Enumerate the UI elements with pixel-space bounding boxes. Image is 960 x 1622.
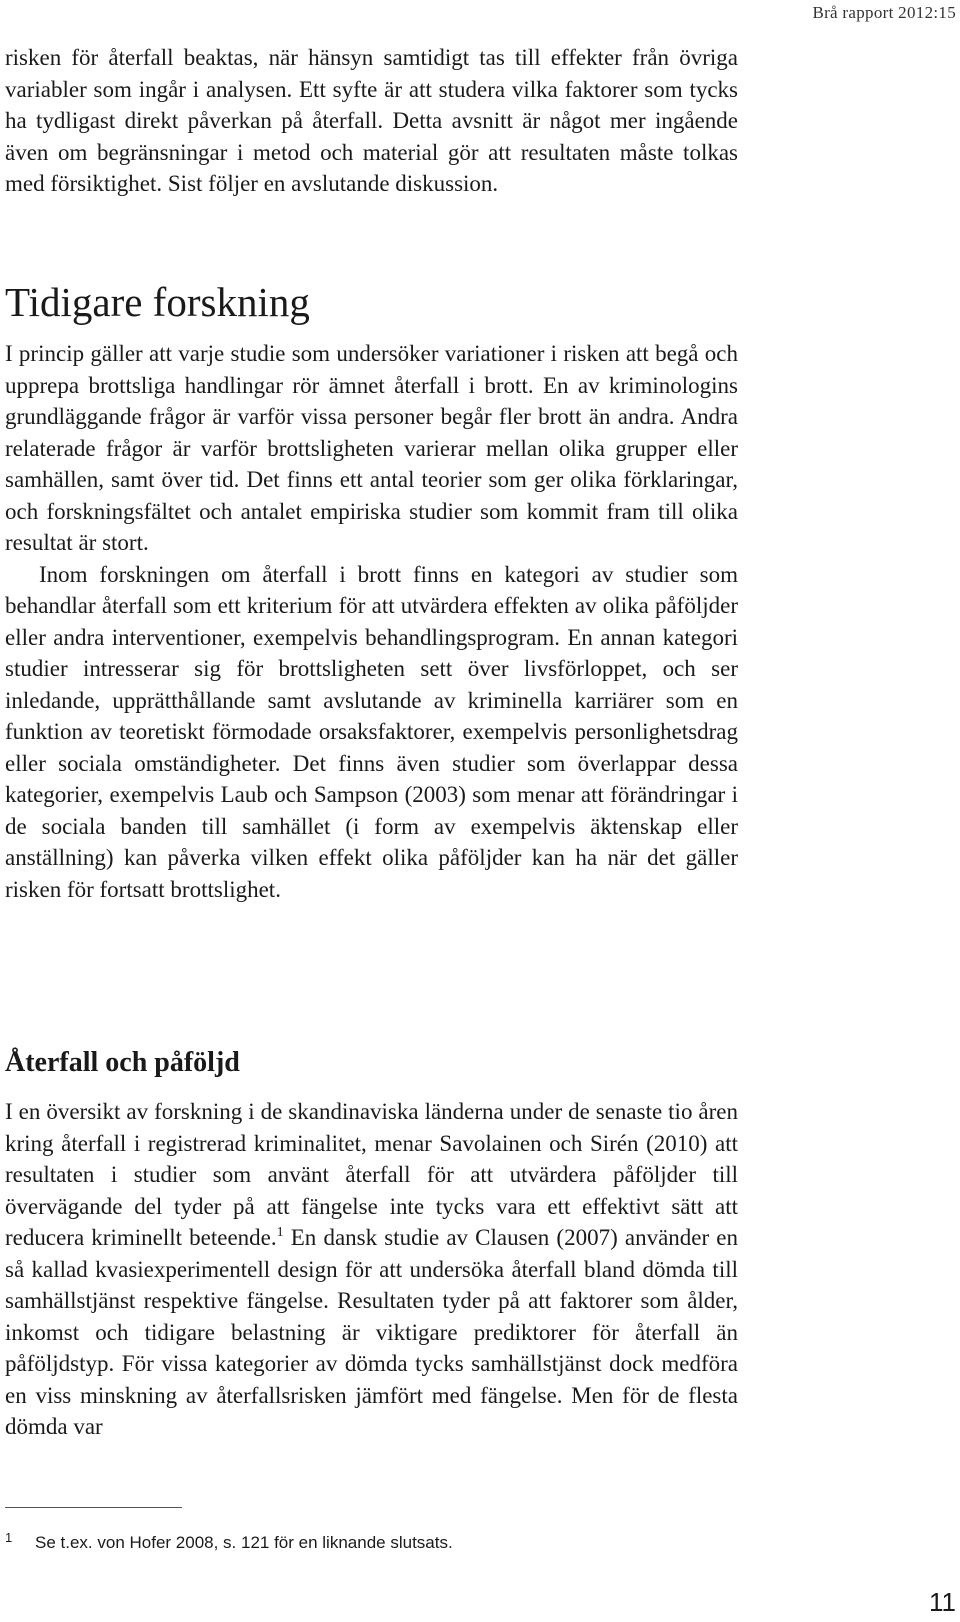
page-number: 11 bbox=[929, 1587, 956, 1617]
body-paragraph bbox=[5, 1096, 738, 1443]
body-text: I en översikt av forskning i de skandinaviska länderna under de senaste tio åren kring återfall i registrerad kriminalitet, menar Savolainen och Sirén (2010) att resultaten i studier som använt återfall för att utvärdera påföljder till övervägande del tyder på att fängelse inte tycks vara ett effektivt sätt att reducera kriminellt beteende. bbox=[5, 1099, 738, 1250]
intro-paragraph: risken för återfall beaktas, när hänsyn samtidigt tas till effekter från övriga variabler som ingår i analysen. Ett syfte är att studera vilka faktorer som tycks ha tydligast direkt påverkan på återfall. Detta avsnitt är något mer ingående även om begränsningar i metod och material gör att resultaten måste tolkas med försiktighet. Sist följer en avslutande diskussion. bbox=[5, 45, 738, 196]
running-head: Brå rapport 2012:15 bbox=[812, 3, 956, 22]
footnote-rule bbox=[5, 1507, 182, 1508]
footnote bbox=[5, 1527, 453, 1554]
body-text: En dansk studie av Clausen (2007) använder en så kallad kvasiexperimentell design för att undersöka återfall bland dömda till samhällstjänst respektive fängelse. Resultaten tyder på att faktorer som ålder, inkomst och tidigare belastning är viktigare prediktorer för återfall än påföljdstyp. För vissa kategorier av dömda tycks samhällstjänst dock medföra en viss minskning av återfallsrisken jämfört med fängelse. Men för de flesta dömda var bbox=[5, 1225, 738, 1439]
body-paragraph: I princip gäller att varje studie som undersöker variationer i risken att begå och upprepa brottsliga handlingar rör ämnet återfall i brott. En av kriminologins grundläggande frågor är varför vissa personer begår fler brott än andra. Andra relaterade frågor är varför brottsligheten varierar mellan olika grupper eller samhällen, samt över tid. Det finns ett antal teorier som ger olika förklaringar, och forskningsfältet och antalet empiriska studier som kommit fram till olika resultat är stort. bbox=[5, 341, 738, 555]
subsection-heading-aterfall-och-pafoljd: Återfall och påföljd bbox=[5, 1047, 240, 1078]
footnote-text: Se t.ex. von Hofer 2008, s. 121 för en liknande slutsats. bbox=[35, 1533, 453, 1552]
intro-text bbox=[5, 42, 738, 200]
subsection-body-aterfall-och-pafoljd bbox=[5, 1096, 738, 1443]
section-heading-tidigare-forskning: Tidigare forskning bbox=[5, 279, 310, 325]
body-paragraph: Inom forskningen om återfall i brott finns en kategori av studier som behandlar återfall som ett kriterium för att utvärdera effekten av olika påföljder eller andra interventioner, exempelvis behandlingsprogram. En annan kategori studier intresserar sig för brottsligheten sett över livsförloppet, och ser inledande, upprätthållande samt avslutande av kriminella karriärer som en funktion av teoretiskt förmodade orsaksfaktorer, exempelvis personlighetsdrag eller sociala omständigheter. Det finns även studier som överlappar dessa kategorier, exempelvis Laub och Sampson (2003) som menar att förändringar i de sociala banden till samhället (i form av exempelvis äktenskap eller anställning) kan påverka vilken effekt olika påföljder kan ha när det gäller risken för fortsatt brottslighet. bbox=[5, 561, 738, 902]
footnote-number: 1 bbox=[5, 1530, 13, 1545]
footnote-reference[interactable]: 1 bbox=[276, 1225, 284, 1240]
section-body-tidigare-forskning bbox=[5, 338, 738, 905]
